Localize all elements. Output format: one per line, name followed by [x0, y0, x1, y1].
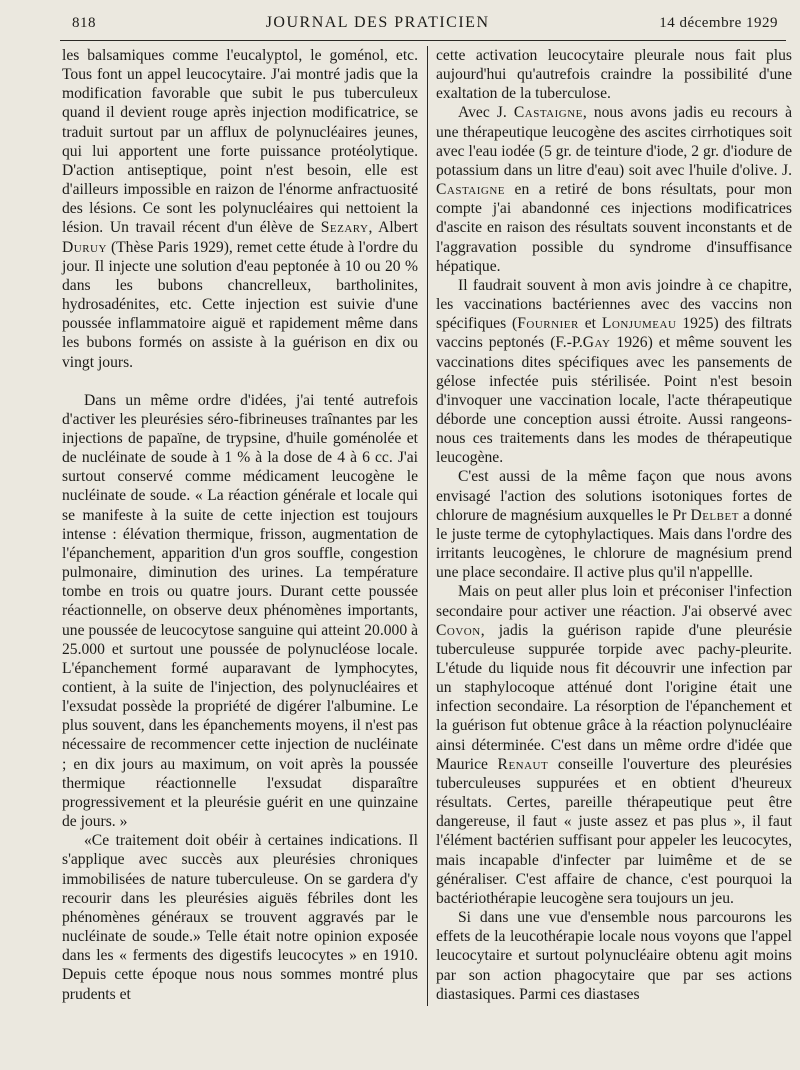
- column-divider: [427, 46, 428, 1006]
- paragraph: cette activation leucocytaire pleurale nous fait plus aujourd'hui qu'autrefois craindre la possibilité d'une exaltation de la tuberculose.: [436, 47, 792, 103]
- right-column: [436, 46, 792, 1004]
- paragraph: Mais on peut aller plus loin et préconiser l'infection secondaire pour activer une réaction. J'ai observé avec Covon, jadis la guérison rapide d'une pleurésie tuberculeuse suppurée torpide avec pachy-pleurite. L'étude du liquide nous fit découvrir une infection par un staphylocoque atténué dont l'origine était une infection secondaire. La résorption de l'épanchement et la guérison fut obtenue grâce à la réaction polynucléaire ainsi déterminée. C'est dans un même ordre d'idée que Maurice Renaut conseille l'ouverture des pleurésies tuberculeuses suppurées et en obtient d'heureux résultats. Certes, pareille thérapeutique peut être dangereuse, il faut « juste assez et pas plus », il faut l'élément bactérien suffisant pour appeler les leucocytes, mais incapable d'infecter par luimême et de se généraliser. C'est affaire de chance, c'est pourquoi la bactériothérapie leucogène sera toujours un jeu.: [436, 583, 793, 907]
- page-number: 818: [72, 15, 96, 31]
- author-name: Lonjumeau: [601, 315, 677, 333]
- left-column: [62, 46, 418, 1004]
- issue-date: 14 décembre 1929: [659, 15, 778, 31]
- author-name: Castaigne: [436, 181, 506, 199]
- paragraph: les balsamiques comme l'eucalyptol, le goménol, etc. Tous font un appel leucocytaire. J'ai montré jadis que la modification favorable que subit le pus tuberculeux quand il devient rouge après injection modificatrice, se traduit surtout par un afflux de polynucléaires jeunes, qui lui apportent une forte puissance protéolytique. D'action antiseptique, point n'est besoin, elle est d'ailleurs impossible en raizon de l'énorme anfractuosité des lésions. Ce sont les polynucléaires qui nettoient la lésion. Un travail récent d'un élève de Sezary, Albert Duruy (Thèse Paris 1929), remet cette étude à l'ordre du jour. Il injecte une solution d'eau peptonée à 10 ou 20 % dans les bubons chancrelleux, bartholinites, hydrosadénites, etc. Cette injection est suivie d'une poussée inflammatoire aiguë et rapidement même dans les bubons formés on assiste à la guérison en dix ou vingt jours.: [62, 47, 418, 371]
- author-name: Fournier: [517, 315, 579, 333]
- running-header: [72, 14, 778, 38]
- header-rule: [60, 40, 786, 41]
- journal-title: JOURNAL DES PRATICIEN: [265, 14, 490, 31]
- author-name: Sezary: [320, 219, 369, 237]
- paragraph: «Ce traitement doit obéir à certaines indications. Il s'applique avec succès aux pleurésies chroniques immobilisées de nature tuberculeuse. On se gardera d'y recourir dans les pleurésies aiguës fébriles dont les phénomènes généraux se trouvent aggravés par le nucléinate de soude.» Telle était notre opinion exposée dans les « ferments des digestifs leucocytes » en 1910. Depuis cette époque nous nous sommes montré plus prudents et: [62, 832, 418, 1003]
- paragraph: Si dans une vue d'ensemble nous parcourons les effets de la leucothérapie locale nous voyons que l'appel leucocytaire et surtout polynucléaire obtenu agit moins par son action phagocytaire que par ses actions diastasiques. Parmi ces diastases: [436, 909, 792, 1003]
- author-name: Covon: [436, 621, 481, 639]
- paragraph: Il faudrait souvent à mon avis joindre à ce chapitre, les vaccinations bactériennes avec des vaccins non spécifiques (Fournier et Lonjumeau 1925) des filtrats vaccins peptonés (F.-P.Gay 1926) et même souvent les vaccinations dites spécifiques avec les pansements de gélose infectée puis stérilisée. Point n'est besoin d'invoquer une vaccination locale, l'acte thérapeutique déborde une conception aussi étroite. Aussi rangeons-nous ces traitements dans les modes de thérapeutique leucogène.: [436, 276, 792, 467]
- author-name: Castaigne: [513, 104, 583, 122]
- paragraph: C'est aussi de la même façon que nous avons envisagé l'action des solutions isotoniques fortes de chlorure de magnésium auxquelles le Pr Delbet a donné le juste terme de cytophylactiques. Mais dans l'ordre des irritants leucogènes, le chlorure de magnésium prend une place secondaire. Il active plus qu'il n'appellle.: [436, 468, 792, 582]
- paragraph: Dans un même ordre d'idées, j'ai tenté autrefois d'activer les pleurésies séro-fibrineuses traînantes par les injections de papaïne, de trypsine, d'huile goménolée et de nucléinate de soude à 1 % à la dose de 4 à 6 cc. J'ai surtout conservé comme médicament leucogène le nucléinate de soude. « La réaction générale et locale qui se manifeste à la suite de cette injection est toujours intense : élévation thermique, frisson, augmentation de l'épanchement, apparition d'un gros souffle, congestion pulmonaire, diminution des urines. La température tombe en trois ou quatre jours. Durant cette poussée réactionnelle, on observe deux phénomènes importants, une poussée de leucocytose sanguine qui atteint 20.000 à 25.000 et surtout une poussée de polynucléose locale. L'épanchement formé auparavant de lymphocytes, contient, à la suite de l'injection, des polynucléaires et l'exsudat possède la propriété de digérer l'albumine. Le plus souvent, dans les épanchements moyens, il n'est pas nécessaire de recommencer cette injection de nucléinate ; en dix jours au maximum, on voit après la poussée thermique réactionnelle l'exsudat disparaître progressivement et la pleurésie guérit en une quinzaine de jours. »: [62, 391, 418, 831]
- paragraph: Avec J. Castaigne, nous avons jadis eu recours à une thérapeutique leucogène des ascites cirrhotiques soit avec l'eau iodée (5 gr. de teinture d'iode, 2 gr. d'iodure de potassium dans un litre d'eau) soit avec l'huile d'olive. J. Castaigne en a retiré de bons résultats, pour mon compte j'ai abandonné ces injections modificatrices d'ascite en raison des résultats souvent inconstants et de l'aggravation possible du syndrome d'insuffisance hépatique.: [436, 104, 792, 275]
- author-name: Delbet: [690, 506, 739, 524]
- author-name: Duruy: [62, 238, 107, 256]
- author-name: Gay: [582, 334, 611, 352]
- author-name: Renaut: [497, 755, 549, 773]
